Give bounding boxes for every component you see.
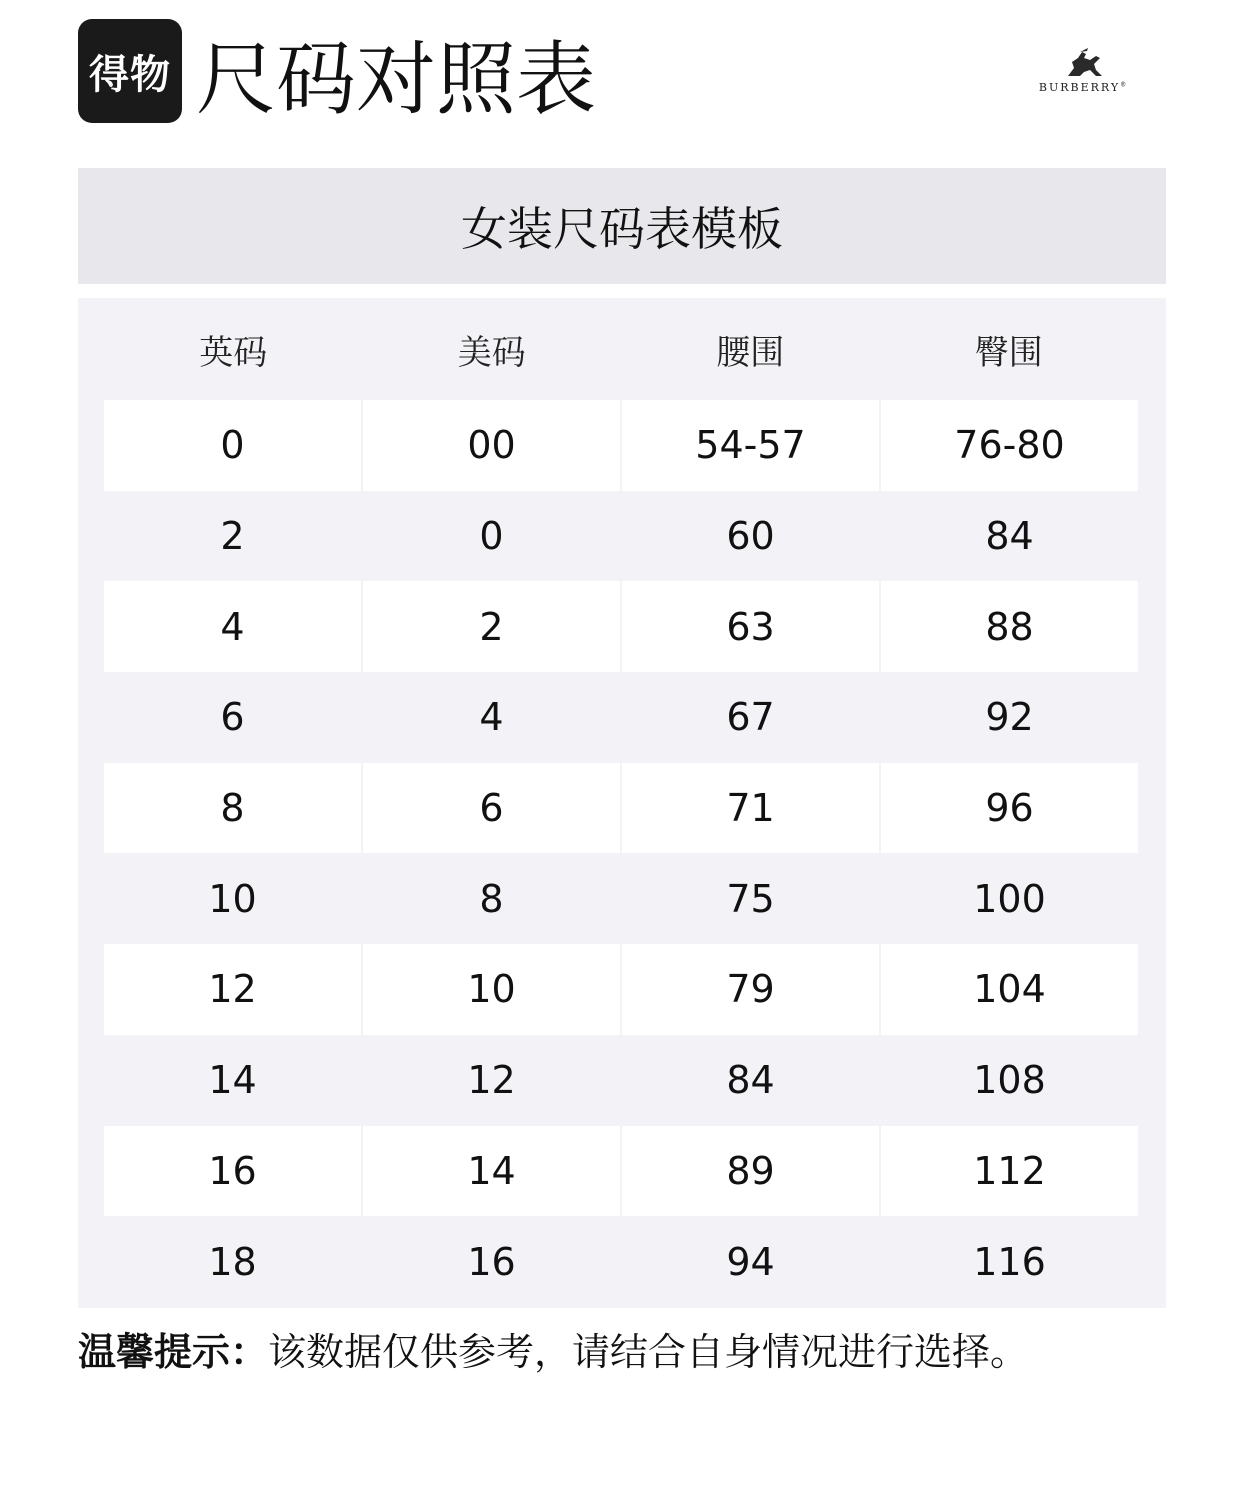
cell-uk: 0 [104,400,361,491]
cell-hip: 96 [881,763,1138,854]
tip-label: 温馨提示： [78,1330,269,1374]
cell-us: 6 [363,763,620,854]
cell-waist: 94 [726,1239,775,1284]
cell-waist: 63 [622,581,879,672]
table-row [104,581,1138,672]
cell-us: 2 [363,581,620,672]
table-header-row [104,298,1138,400]
cell-hip: 100 [973,876,1046,921]
table-body [104,400,1138,1307]
table-row [104,1216,1138,1307]
cell-uk: 6 [220,695,245,740]
column-header-waist: 腰围 [716,332,785,373]
equestrian-knight-icon [1060,48,1106,80]
cell-waist: 79 [622,944,879,1035]
tip-text: 该数据仅供参考，请结合自身情况进行选择。 [268,1330,1029,1374]
cell-hip: 108 [973,1058,1046,1103]
cell-us: 12 [467,1058,516,1103]
size-table [78,298,1166,1308]
cell-hip: 104 [881,944,1138,1035]
cell-waist: 89 [622,1126,879,1217]
cell-us: 4 [479,695,504,740]
cell-waist: 60 [726,514,775,559]
footer-tip [78,1322,1028,1382]
cell-hip: 112 [881,1126,1138,1217]
table-row [104,853,1138,944]
cell-waist: 84 [726,1058,775,1103]
cell-us: 14 [363,1126,620,1217]
table-row [104,672,1138,763]
cell-us: 8 [479,876,504,921]
cell-waist: 75 [726,876,775,921]
cell-uk: 10 [208,876,257,921]
cell-hip: 84 [985,514,1034,559]
cell-waist: 54-57 [622,400,879,491]
column-header-us: 美码 [457,332,526,373]
cell-us: 00 [363,400,620,491]
table-row [104,1035,1138,1126]
cell-uk: 18 [208,1239,257,1284]
page-title: 尺码对照表 [196,33,596,126]
cell-uk: 2 [220,514,245,559]
app-logo [78,19,182,123]
cell-hip: 76-80 [881,400,1138,491]
cell-waist: 67 [726,695,775,740]
cell-hip: 88 [881,581,1138,672]
table-title-bar [78,168,1166,284]
cell-hip: 92 [985,695,1034,740]
cell-uk: 12 [104,944,361,1035]
app-logo-text: 得物 [89,51,171,98]
table-title: 女装尺码表模板 [461,202,783,256]
cell-us: 10 [363,944,620,1035]
table-row [104,491,1138,582]
cell-uk: 16 [104,1126,361,1217]
cell-uk: 14 [208,1058,257,1103]
table-row [104,944,1138,1035]
cell-uk: 8 [104,763,361,854]
column-header-hip: 臀围 [974,332,1043,373]
cell-waist: 71 [622,763,879,854]
brand-name: BURBERRY [1038,81,1121,94]
table-row [104,763,1138,854]
cell-uk: 4 [104,581,361,672]
trademark-symbol: ® [1120,81,1127,89]
brand-logo [1010,48,1155,98]
cell-hip: 116 [973,1239,1046,1284]
column-header-uk: 英码 [199,332,268,373]
table-row [104,1126,1138,1217]
table-row [104,400,1138,491]
cell-us: 0 [479,514,504,559]
cell-us: 16 [467,1239,516,1284]
